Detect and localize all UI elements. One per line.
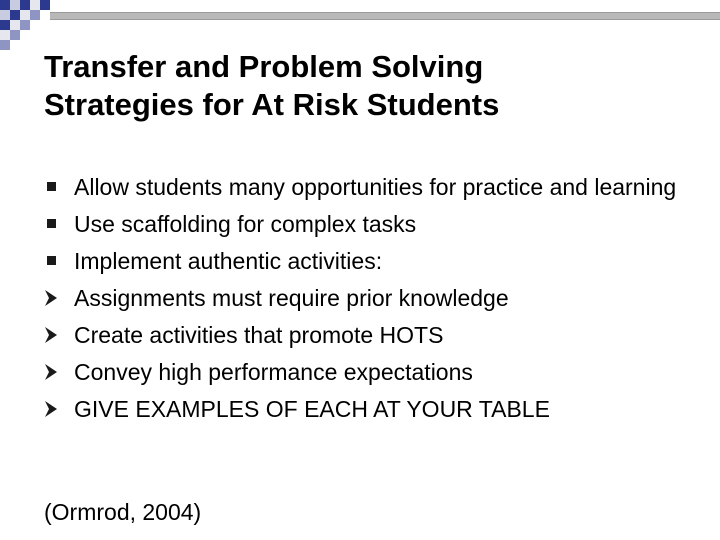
corner-decoration	[0, 0, 720, 50]
bullet-list	[44, 173, 714, 432]
arrow-bullet-icon	[44, 395, 64, 423]
bullet-item	[44, 210, 714, 238]
arrow-bullet-icon	[44, 321, 64, 349]
checker-pattern	[0, 0, 50, 50]
arrow-bullet-icon	[44, 358, 64, 386]
citation: (Ormrod, 2004)	[44, 499, 202, 525]
square-bullet-icon	[44, 210, 64, 238]
bullet-text: Convey high performance expectations	[74, 359, 473, 385]
bullet-text: Assignments must require prior knowledge	[74, 285, 509, 311]
bullet-text: Create activities that promote HOTS	[74, 322, 444, 348]
bullet-text: Use scaffolding for complex tasks	[74, 211, 417, 237]
square-bullet-icon	[44, 247, 64, 275]
bullet-text: Allow students many opportunities for practice and learning	[74, 174, 677, 200]
bullet-text: Implement authentic activities:	[74, 248, 383, 274]
square-bullet-icon	[44, 173, 64, 201]
arrow-bullet-icon	[44, 284, 64, 312]
gray-top-bar	[50, 12, 720, 20]
bullet-item	[44, 284, 714, 312]
bullet-item	[44, 395, 714, 423]
bullet-item	[44, 321, 714, 349]
bullet-text: GIVE EXAMPLES OF EACH AT YOUR TABLE	[74, 396, 550, 422]
bullet-item	[44, 173, 714, 201]
slide-title: Transfer and Problem Solving Strategies for At Risk Students	[44, 49, 500, 122]
bullet-item	[44, 247, 714, 275]
bullet-item	[44, 358, 714, 386]
